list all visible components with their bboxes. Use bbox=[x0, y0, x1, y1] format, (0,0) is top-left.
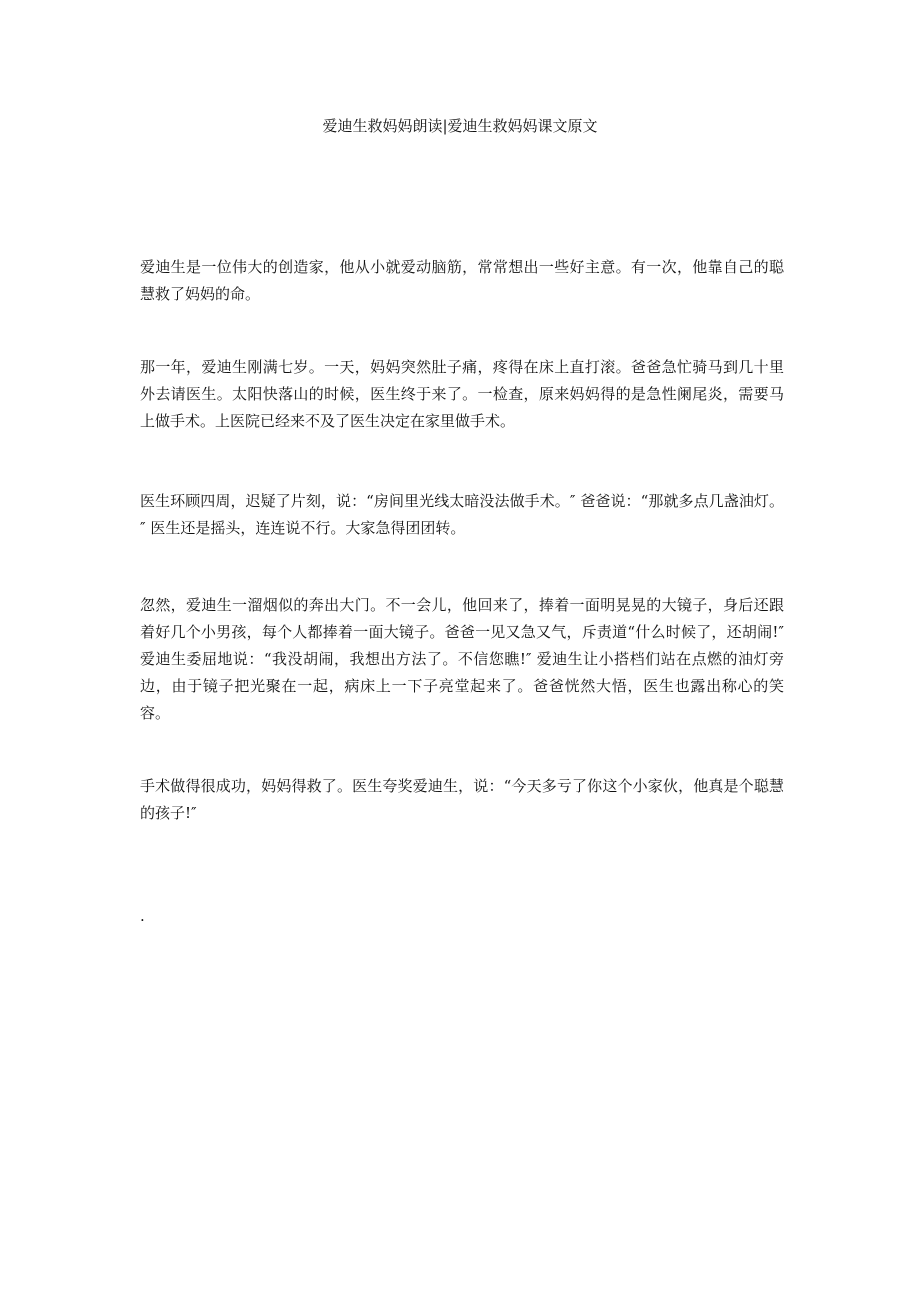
paragraph-success: 手术做得很成功，妈妈得救了。医生夸奖爱迪生，说：“今天多亏了你这个小家伙，他真是个聪慧的孩子!″ bbox=[140, 777, 784, 822]
trailing-mark: . bbox=[140, 907, 145, 925]
paragraph-illness: 那一年，爱迪生刚满七岁。一天，妈妈突然肚子痛，疼得在床上直打滚。爸爸急忙骑马到几十里外去请医生。太阳快落山的时候，医生终于来了。一检查，原来妈妈得的是急性阑尾炎，需要马上做手术。上医院已经来不及了医生决定在家里做手术。 bbox=[140, 358, 784, 430]
document-title: 爱迪生救妈妈朗读|爱迪生救妈妈课文原文 bbox=[322, 117, 598, 135]
paragraph-doctor-hesitates: 医生环顾四周，迟疑了片刻，说：“房间里光线太暗没法做手术。″ 爸爸说：“那就多点几盏油灯。″ 医生还是摇头，连连说不行。大家急得团团转。 bbox=[140, 492, 784, 537]
paragraph-intro: 爱迪生是一位伟大的创造家，他从小就爱动脑筋，常常想出一些好主意。有一次，他靠自己的聪慧救了妈妈的命。 bbox=[140, 258, 784, 303]
paragraph-mirrors: 忽然，爱迪生一溜烟似的奔出大门。不一会儿，他回来了，捧着一面明晃晃的大镜子，身后还跟着好几个小男孩，每个人都捧着一面大镜子。爸爸一见又急又气，斥责道“什么时候了，还胡闹!″ 爱迪生委屈地说：“我没胡闹，我想出方法了。不信您瞧!″ 爱迪生让小搭档们站在点燃的油灯旁边，由于镜子把光聚在一起，病床上一下子亮堂起来了。爸爸恍然大悟，医生也露出称心的笑容。 bbox=[140, 596, 784, 722]
